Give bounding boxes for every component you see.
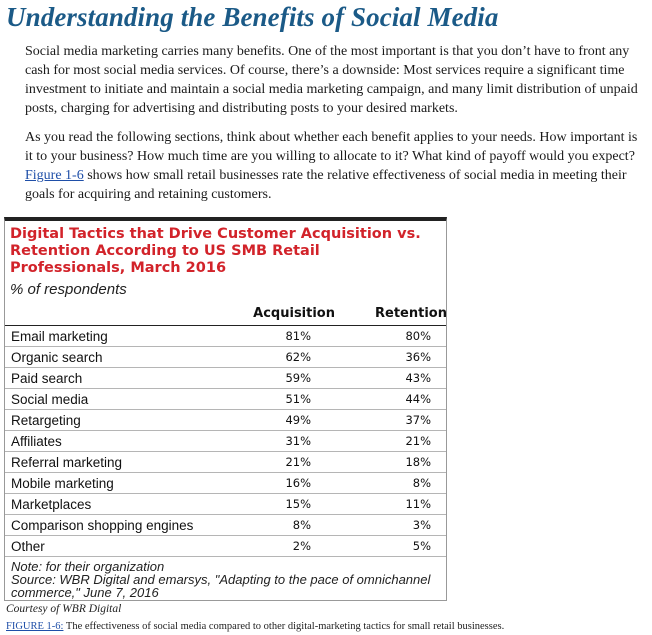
acquisition-value: 31% <box>285 434 311 448</box>
row-label: Retargeting <box>11 413 81 428</box>
figure-source: Source: WBR Digital and emarsys, "Adapting to the pace of omnichannel commerce," June 7, 2016 <box>11 572 431 600</box>
acquisition-value: 49% <box>285 413 311 427</box>
figure-subtitle: % of respondents <box>10 281 127 298</box>
courtesy-credit: Courtesy of WBR Digital <box>6 603 122 615</box>
row-label: Organic search <box>11 350 103 365</box>
section-heading: Understanding the Benefits of Social Media <box>6 2 499 32</box>
table-row <box>5 326 446 347</box>
row-label: Affiliates <box>11 434 62 449</box>
figure-caption-label[interactable]: FIGURE 1-6: <box>6 621 64 632</box>
acquisition-value: 59% <box>285 371 311 385</box>
row-label: Social media <box>11 392 89 407</box>
retention-value: 8% <box>412 476 431 490</box>
retention-value: 80% <box>405 329 431 343</box>
row-label: Other <box>11 539 45 554</box>
figure-caption-text: The effectiveness of social media compared to other digital-marketing tactics for small retail businesses. <box>63 621 505 632</box>
table-row <box>5 347 446 368</box>
acquisition-value: 21% <box>285 455 311 469</box>
paragraph-figure-intro <box>25 128 647 204</box>
table-row <box>5 452 446 473</box>
retention-value: 44% <box>405 392 431 406</box>
table-row <box>5 515 446 536</box>
retention-value: 3% <box>412 518 431 532</box>
table-row <box>5 389 446 410</box>
acquisition-value: 81% <box>285 329 311 343</box>
row-label: Comparison shopping engines <box>11 518 194 533</box>
retention-value: 11% <box>405 497 431 511</box>
paragraph-text-after-link: shows how small retail businesses rate the relative effectiveness of social media in meeting their goals for acquiring and retaining customers. <box>25 168 627 202</box>
acquisition-value: 51% <box>285 392 311 406</box>
row-label: Mobile marketing <box>11 476 114 491</box>
retention-value: 18% <box>405 455 431 469</box>
row-label: Paid search <box>11 371 83 386</box>
figure-note: Note: for their organization <box>11 559 165 574</box>
retention-value: 5% <box>412 539 431 553</box>
column-header-retention: Retention <box>375 306 447 321</box>
paragraph-text-before-link: As you read the following sections, think about whether each benefit applies to your needs. How important is it to your business? How much time are you willing to allocate to it? What kind of payoff would you expect? <box>25 130 638 164</box>
table-row <box>5 368 446 389</box>
table-row <box>5 410 446 431</box>
column-header-acquisition: Acquisition <box>253 306 335 321</box>
paragraph-benefits: Social media marketing carries many benefits. One of the most important is that you don’t have to front any cash for most social media services. Of course, there’s a downside: Most services require a significant time investment to initiate and maintain a social media marketing campaign, and many limit distribution of unpaid posts, charging for advertising and distributing posts to your desired markets. <box>25 44 638 116</box>
table-row <box>5 536 446 557</box>
acquisition-value: 62% <box>285 350 311 364</box>
table-row <box>5 473 446 494</box>
retention-value: 43% <box>405 371 431 385</box>
retention-value: 36% <box>405 350 431 364</box>
acquisition-value: 16% <box>285 476 311 490</box>
retention-value: 37% <box>405 413 431 427</box>
retention-value: 21% <box>405 434 431 448</box>
table-body <box>5 326 446 557</box>
figure-caption <box>6 621 504 632</box>
acquisition-value: 15% <box>285 497 311 511</box>
acquisition-value: 2% <box>292 539 311 553</box>
figure-title: Digital Tactics that Drive Customer Acquisition vs. Retention According to US SMB Retail Professionals, March 2016 <box>10 226 421 276</box>
acquisition-value: 8% <box>292 518 311 532</box>
table-row <box>5 431 446 452</box>
row-label: Email marketing <box>11 329 108 344</box>
figure-table <box>4 217 447 601</box>
figure-1-6-link[interactable]: Figure 1-6 <box>25 168 84 183</box>
row-label: Marketplaces <box>11 497 92 512</box>
row-label: Referral marketing <box>11 455 123 470</box>
figure-notes <box>11 560 443 599</box>
table-row <box>5 494 446 515</box>
